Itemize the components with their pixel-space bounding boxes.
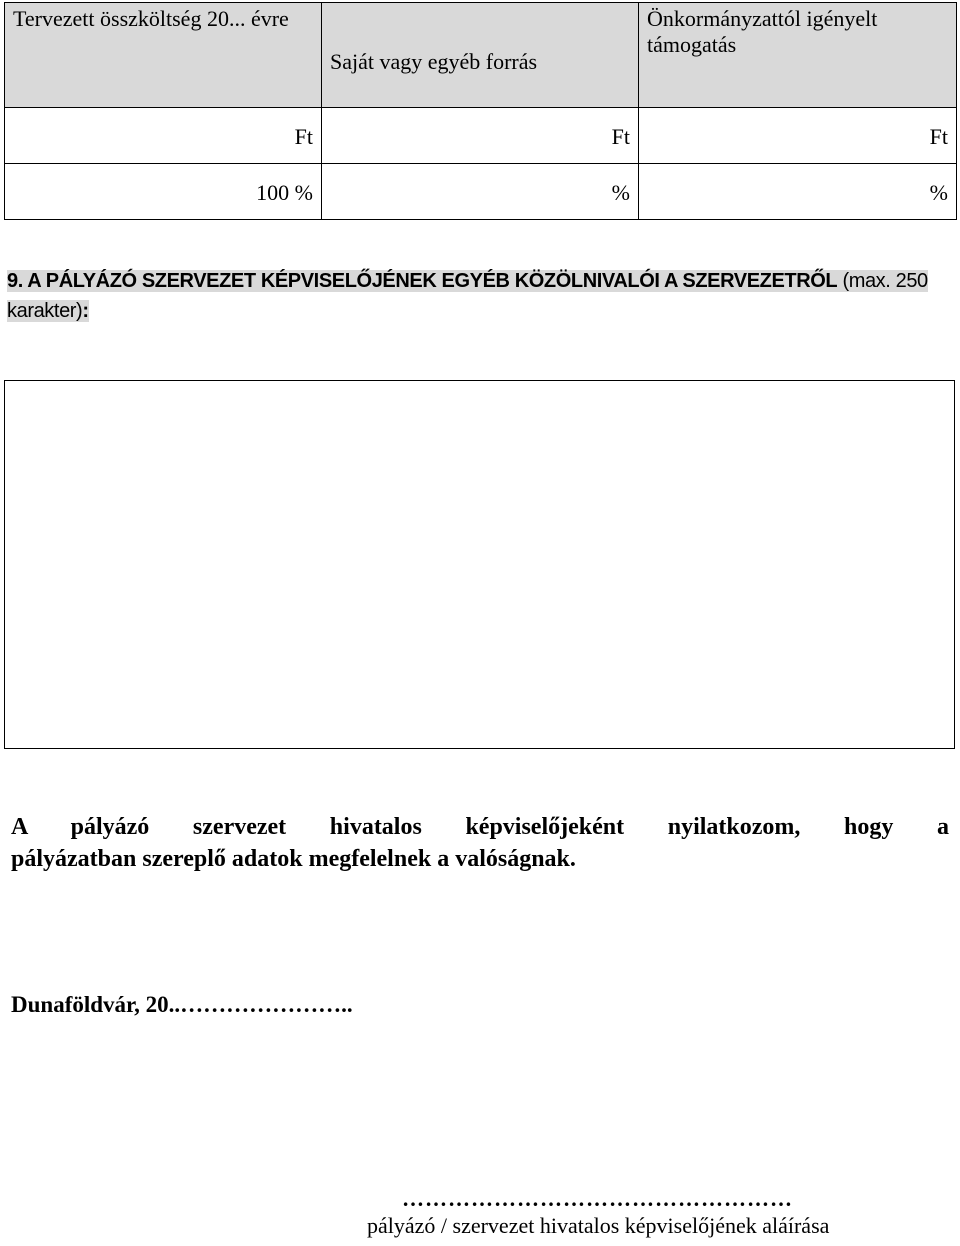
- section-9-title: 9. A PÁLYÁZÓ SZERVEZET KÉPVISELŐJÉNEK EGYÉB KÖZÖLNIVALÓI A SZERVEZETRŐL: [7, 270, 838, 292]
- place-date-field[interactable]: Dunaföldvár, 20..…………………..: [11, 992, 353, 1017]
- header-requested-support: Önkormányzattól igényelt támogatás: [639, 3, 957, 108]
- budget-header-row: [5, 3, 957, 108]
- signature-line[interactable]: ……………………………………………: [402, 1186, 793, 1211]
- requested-support-percent-cell[interactable]: [639, 164, 957, 220]
- total-cost-percent-cell[interactable]: [5, 164, 322, 220]
- header-own-source: Saját vagy egyéb forrás: [322, 3, 639, 108]
- section-9-heading: [7, 266, 952, 326]
- currency-unit: Ft: [929, 123, 948, 149]
- signature-label: pályázó / szervezet hivatalos képviselőjének aláírása: [367, 1213, 830, 1238]
- declaration-text: [11, 811, 949, 875]
- currency-unit: Ft: [611, 123, 630, 149]
- percent-row: [5, 164, 957, 220]
- percent-value: %: [611, 179, 630, 205]
- declaration-line-2: pályázatban szereplő adatok megfelelnek a valóságnak.: [11, 846, 576, 872]
- section-9-limit-note: (max. 250 karakter): [7, 270, 928, 322]
- section-9-colon: :: [82, 300, 89, 322]
- currency-row: [5, 108, 957, 164]
- declaration-line-1: A pályázó szervezet hivatalos képviselőjeként nyilatkozom, hogy a: [11, 814, 949, 840]
- own-source-percent-cell[interactable]: [322, 164, 639, 220]
- total-cost-ft-cell[interactable]: [5, 108, 322, 164]
- requested-support-ft-cell[interactable]: [639, 108, 957, 164]
- header-total-cost: Tervezett összköltség 20... évre: [5, 3, 322, 108]
- own-source-ft-cell[interactable]: [322, 108, 639, 164]
- percent-value: 100 %: [256, 179, 313, 205]
- comment-textarea[interactable]: [4, 380, 955, 749]
- currency-unit: Ft: [294, 123, 313, 149]
- signature-block: [367, 1186, 927, 1240]
- percent-value: %: [929, 179, 948, 205]
- budget-table: [4, 2, 957, 220]
